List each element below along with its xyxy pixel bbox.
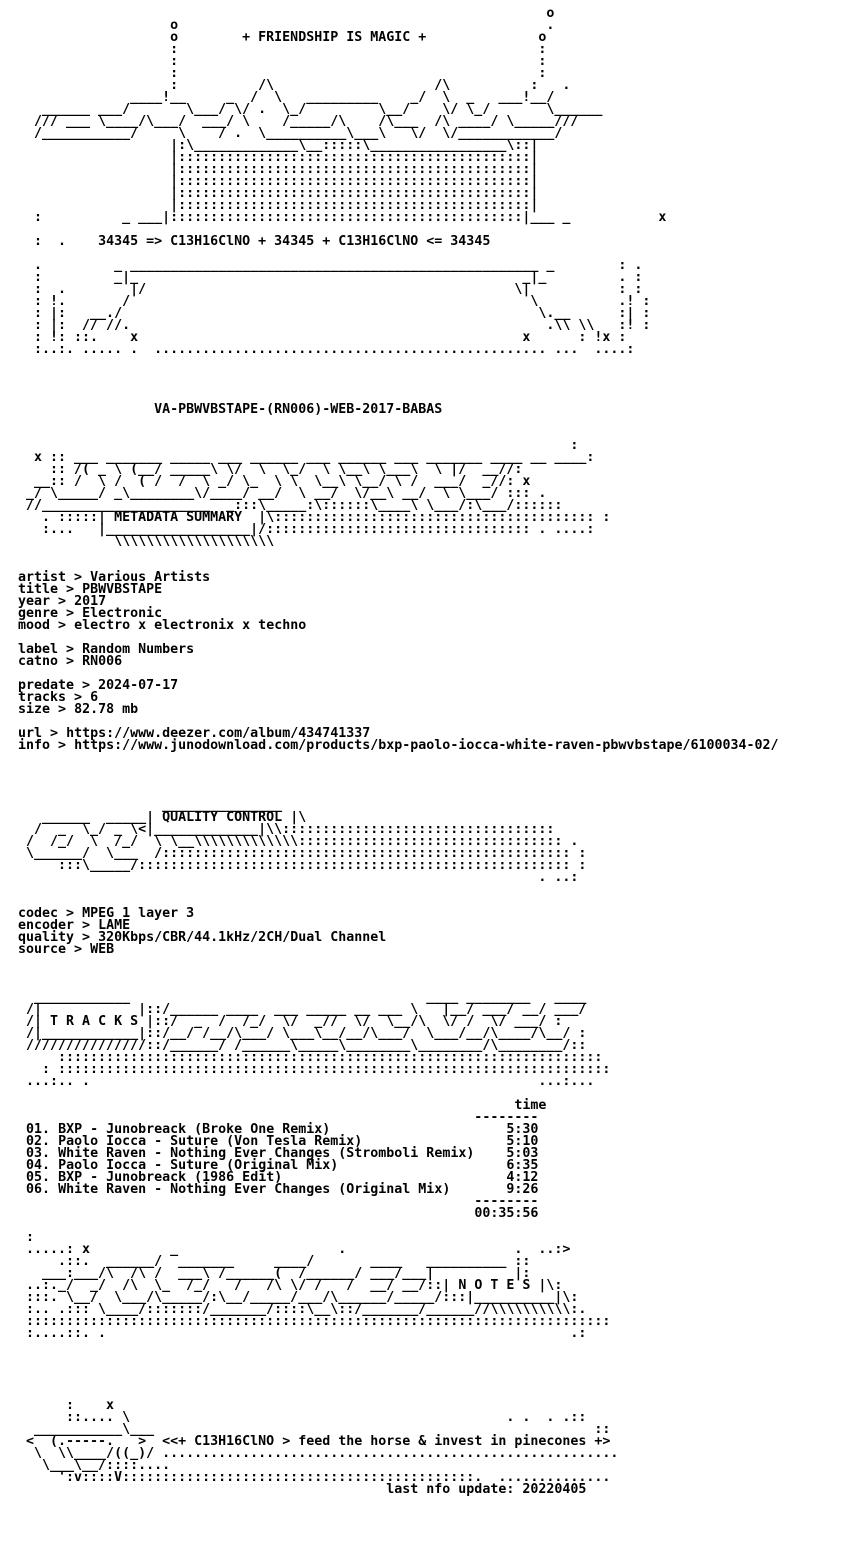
meta-value: Electronic: [82, 606, 163, 621]
nfo-document: [18, 8, 779, 1496]
spacer: [18, 884, 779, 896]
text-segment: |\: [282, 810, 307, 825]
meta-value: electro x electronix x techno: [74, 618, 307, 633]
banner-art-line: :::::::::::::::::::::::::::::::::::::::::::::::::::::::::::::::::::::::::: [18, 1314, 611, 1329]
track-number: 04.: [26, 1158, 51, 1173]
banner-art-line: .::. ______/ _______ ____/ ____ __________ ::: [18, 1254, 539, 1269]
spacer: [18, 1352, 779, 1364]
banner-art-line: \\\\\\\\\\\\\\\\\\\\: [18, 534, 275, 549]
quality-value: WEB: [90, 942, 115, 957]
quality-value: 320Kbps/CBR/44.1kHz/2CH/Dual Channel: [98, 930, 387, 945]
notes-title: N O T E S: [458, 1278, 531, 1293]
footer-art-line: \ \\____/((_)/ .........................................................: [18, 1446, 619, 1461]
text-segment: >: [58, 906, 83, 921]
spacer: [18, 1340, 779, 1352]
metadata-row: [18, 740, 779, 752]
meta-key: size: [18, 702, 51, 717]
text-segment: >: [58, 606, 83, 621]
quality-key: quality: [18, 930, 75, 945]
banner-art-line: //_____________________ _:::\_____:\::::::\____\ \___/:\___/::::::: [18, 498, 563, 513]
meta-value: Various Artists: [90, 570, 211, 585]
header-art-line: : :: [18, 66, 547, 81]
track-time: 5:10: [506, 1134, 539, 1149]
banner-art-line: :....::. . .:: [18, 1326, 587, 1341]
text-segment: >: [58, 642, 83, 657]
release-name: VA-PBWVBSTAPE-(RN006)-WEB-2017-BABAS: [154, 402, 443, 417]
track-title: Paolo Iocca - Suture (Original Mix): [58, 1158, 339, 1173]
header-art-line: ______ ___/ \___/ \/ . \_/ \__/ \/ \_/ \______: [18, 102, 603, 117]
text-segment: ______ _____|: [18, 810, 163, 825]
text-segment: >: [42, 726, 67, 741]
track-time: 5:30: [506, 1122, 539, 1137]
text-segment: >: [50, 738, 75, 753]
meta-key: artist: [18, 570, 67, 585]
banner-art-line: \______/ \___ /::::::::::::::::::::::::::::::::::::::::::::::::::: :: [18, 846, 587, 861]
text-segment: >: [66, 690, 91, 705]
track-time: 9:26: [506, 1182, 539, 1197]
banner-art-line: .....: x _ . . ..:>: [18, 1242, 571, 1257]
text-segment: >: [58, 582, 83, 597]
banner-art-line: /| |::/______ ____ ___ _____ __ ___ \ |__/ ___/ __/ ___/: [18, 1002, 587, 1017]
quality-value: MPEG 1 layer 3: [82, 906, 195, 921]
text-segment: . :::::|: [18, 510, 115, 525]
base-art-line: : !. / \ .! :: [18, 294, 651, 309]
header-art-line: |::::::::::::::::::::::::::::::::::::::::::::|: [18, 186, 539, 201]
text-segment: ..:._/ _/ /\ \_ /_/ / /\ \/ / / __/ __/::|: [18, 1278, 459, 1293]
text-segment: |\:::::::::::::::::::::::::::::::::::::::: :: [242, 510, 611, 525]
header-art-line: o .: [18, 18, 555, 33]
footer-art-line: ::.... \ . . . .::: [18, 1410, 587, 1425]
header-art-line: |::::::::::::::::::::::::::::::::::::::::::::|: [18, 162, 539, 177]
meta-key: catno: [18, 654, 59, 669]
header-art-line: o + FRIENDSHIP IS MAGIC + o: [18, 30, 547, 45]
track-time: 4:12: [506, 1170, 539, 1185]
formula-text: 34345 => C13H16ClNO + 34345 + C13H16ClNO <= 34345: [98, 234, 491, 249]
meta-value: https://www.junodownload.com/products/bxp-paolo-iocca-white-raven-pbwvbstape/6100034-02/: [74, 738, 779, 753]
banner-art-line: ____________ ____ ________ ____: [18, 990, 587, 1005]
meta-key: predate: [18, 678, 75, 693]
banner-art-line: ...:.. . ...:...: [18, 1074, 595, 1089]
last-update-value: 20220405: [522, 1482, 587, 1497]
meta-value: 2017: [74, 594, 107, 609]
banner-art-line: ///////////////::/______/ /______\_____\________\________/\________/::: [18, 1038, 587, 1053]
quality-row: [18, 932, 779, 944]
header-art-line: /// ___ \____/\___/ ___/ \ /_____/\ /\___ /\ ____/ \_____///: [18, 114, 579, 129]
text-segment: /|: [18, 1014, 51, 1029]
metadata-row: [18, 680, 779, 692]
spacer: [18, 416, 779, 428]
metadata-row: [18, 644, 779, 656]
text-segment: >: [50, 702, 75, 717]
tracks-title: T R A C K S: [50, 1014, 139, 1029]
meta-key: url: [18, 726, 43, 741]
last-update-label: last nfo update:: [386, 1482, 515, 1497]
banner-art-line: /|____________|::/__/ /__/\___/ \___\__/__/\___/ \___/__/\____/\__/ :: [18, 1026, 587, 1041]
banner-art-line: :::. \__/ \___/\_____/:\__/_____/___/\______/_____/:::|__________|\:: [18, 1290, 579, 1305]
spacer: [18, 368, 779, 380]
text-segment: [18, 402, 154, 417]
meta-value: 82.78 mb: [74, 702, 139, 717]
text-segment: >: [50, 594, 75, 609]
track-title: BXP - Junobreack (1986 Edit): [58, 1170, 283, 1185]
track-number: 03.: [26, 1146, 51, 1161]
meta-value: RN006: [82, 654, 123, 669]
track-time: 5:03: [506, 1146, 539, 1161]
header-art-line: |::::::::::::::::::::::::::::::::::::::::::::|: [18, 150, 539, 165]
quality-key: encoder: [18, 918, 75, 933]
banner-art-line: :: /( _ \ (__/ _____\ \/ \ \_/ \ \__\ \___\ \ |/ __//:: [18, 462, 523, 477]
text-segment: >: [58, 654, 83, 669]
tracks-total-line: [18, 1208, 779, 1220]
quality-title: QUALITY CONTROL: [162, 810, 283, 825]
banner-art-line: / _ \_/ _ \<|_____________|\\::::::::::::::::::::::::::::::::::: [18, 822, 555, 837]
meta-key: title: [18, 582, 59, 597]
banner-art-line: ::::::::::::::::::::::::::::::::::::::::::::::::::::::::::::::::::::: [18, 1050, 603, 1065]
header-art-line: /___________/ \ / . \__________\___\ \/ \/____________/: [18, 126, 563, 141]
banner-art-line: _______________: [18, 798, 283, 813]
meta-key: tracks: [18, 690, 67, 705]
quality-key: source: [18, 942, 67, 957]
banner-art-line: :::\_____/:::::::::::::::::::::::::::::::::::::::::::::::::::::: :: [18, 858, 587, 873]
track-title: Paolo Iocca - Suture (Von Tesla Remix): [58, 1134, 363, 1149]
spacer: [18, 956, 779, 968]
spacer: [18, 1220, 779, 1232]
footer-art-line: \___\__/::::....: [18, 1458, 179, 1473]
meta-key: label: [18, 642, 59, 657]
banner-art-line: __:: / \ / ( / / \ _/ \_ \ \ \__\ \__/ \ / ___/ _//: x: [18, 474, 531, 489]
banner-art-line: _/ \_____/ _\________\/____/ __/ \ __/ \/__\ __/ \ \___/ ::: .: [18, 486, 547, 501]
base-art-line: : !: ::. x x : !x :: [18, 330, 627, 345]
quality-row: [18, 908, 779, 920]
last-update-line: [18, 1484, 779, 1496]
track-number: 05.: [26, 1170, 51, 1185]
header-art-line: |:\_____________\__:::::\_________________\::|: [18, 138, 539, 153]
formula-line: [18, 236, 779, 248]
footer-art-line: ___________\___ ::: [18, 1422, 611, 1437]
spacer: [18, 968, 779, 980]
text-segment: [18, 1206, 474, 1221]
meta-key: mood: [18, 618, 51, 633]
header-art-line: : :: [18, 42, 547, 57]
header-art-line: |::::::::::::::::::::::::::::::::::::::::::::|: [18, 198, 539, 213]
base-art-line: : _|_ _|_ . :: [18, 270, 643, 285]
meta-key: info: [18, 738, 51, 753]
track-number: 01.: [26, 1122, 51, 1137]
spacer: [18, 776, 779, 788]
text-segment: |::/ _ / /_/ \/ _// \/ \__/\ \/ / \/ ___/ :: [138, 1014, 563, 1029]
header-art-line: |::::::::::::::::::::::::::::::::::::::::::::|: [18, 174, 539, 189]
meta-value: Random Numbers: [82, 642, 195, 657]
text-segment: >: [66, 570, 91, 585]
metadata-row: [18, 584, 779, 596]
quality-value: LAME: [98, 918, 131, 933]
spacer: [18, 1364, 779, 1376]
quality-key: codec: [18, 906, 59, 921]
banner-art-line: / /_/ \ /_/ \ \__\\\\\\\\\\\\\::::::::::::::::::::::::::::::::: .: [18, 834, 579, 849]
base-art-line: :..:. ..... . ................................................. ... ....:: [18, 342, 635, 357]
base-art-line: : |: // //. .\\ \\ :! :: [18, 318, 651, 333]
metadata-row: [18, 620, 779, 632]
banner-art-line: : :::::::::::::::::::::::::::::::::::::::::::::::::::::::::::::::::::::: [18, 1062, 611, 1077]
text-segment: >: [74, 930, 99, 945]
banner-art-line: :: [18, 1230, 35, 1245]
metadata-title: METADATA SUMMARY: [114, 510, 243, 525]
banner-art-line: x :: ___ _______ _____ ___ ______ ___ ______ ___ _______ ____ __ ____:: [18, 450, 595, 465]
text-segment: < (.-----. >: [18, 1434, 163, 1449]
spacer: [18, 764, 779, 776]
tracks-total: 00:35:56: [474, 1206, 539, 1221]
banner-art-line: . ..:: [18, 870, 579, 885]
text-segment: >: [74, 678, 99, 693]
tracks-rule-top: --------: [18, 1110, 539, 1125]
meta-value: 6: [90, 690, 99, 705]
track-number: 02.: [26, 1134, 51, 1149]
banner-art-line: :: [18, 438, 579, 453]
base-art-line: : |: __./ \.__ :| :: [18, 306, 651, 321]
spacer: [18, 548, 779, 560]
footer-text: <<+ C13H16ClNO > feed the horse & invest in pinecones +>: [162, 1434, 611, 1449]
spacer: [18, 356, 779, 368]
metadata-row: [18, 656, 779, 668]
base-art-line: : . |/ \| : :: [18, 282, 643, 297]
metadata-row: [18, 704, 779, 716]
meta-key: year: [18, 594, 51, 609]
tracks-rule-bottom: --------: [18, 1194, 539, 1209]
track-title: White Raven - Nothing Ever Changes (Original Mix): [58, 1182, 451, 1197]
text-segment: >: [50, 618, 75, 633]
text-segment: >: [66, 942, 91, 957]
spacer: [18, 1376, 779, 1388]
meta-value: 2024-07-17: [98, 678, 179, 693]
meta-value: https://www.deezer.com/album/434741337: [66, 726, 371, 741]
header-art-line: ____!__ _ / \ _________ _/ \ _ ___!__/: [18, 90, 555, 105]
quality-row: [18, 944, 779, 956]
base-art-line: . _ ___________________________________________________ _ : .: [18, 258, 643, 273]
text-segment: [18, 1482, 386, 1497]
meta-value: PBWVBSTAPE: [82, 582, 163, 597]
footer-art-line: ':v::::V::::::::::::::::::::::::::::::::::::::::::::. ..............: [18, 1470, 611, 1485]
text-segment: >: [74, 918, 99, 933]
text-segment: |\:: [530, 1278, 563, 1293]
track-title: White Raven - Nothing Ever Changes (Stromboli Remix): [58, 1146, 475, 1161]
track-number: 06.: [26, 1182, 51, 1197]
text-segment: : .: [18, 234, 99, 249]
header-art-line: : _ ___|::::::::::::::::::::::::::::::::::::::::::::|___ _ x: [18, 210, 667, 225]
header-art-line: : :: [18, 54, 547, 69]
spacer: [18, 380, 779, 392]
banner-art-line: :... |__________________|/::::::::::::::::::::::::::::::::: . ....:: [18, 522, 595, 537]
track-title: BXP - Junobreack (Broke One Remix): [58, 1122, 331, 1137]
release-line: [18, 404, 779, 416]
header-art-line: o: [18, 6, 555, 21]
banner-art-line: :.. .::: \____/:::::::/_______/::::\__\::/_______/______//\\\\\\\\\\:.: [18, 1302, 587, 1317]
meta-key: genre: [18, 606, 59, 621]
banner-art-line: ___:___/\ /\ / ___\ /______( /______/ ___/___| |:: [18, 1266, 531, 1281]
header-art-line: : /\ /\ : .: [18, 78, 571, 93]
footer-art-line: : x: [18, 1398, 115, 1413]
spacer: [18, 1388, 779, 1400]
spacer: [18, 752, 779, 764]
track-time: 6:35: [506, 1158, 539, 1173]
time-header: time: [514, 1098, 547, 1113]
